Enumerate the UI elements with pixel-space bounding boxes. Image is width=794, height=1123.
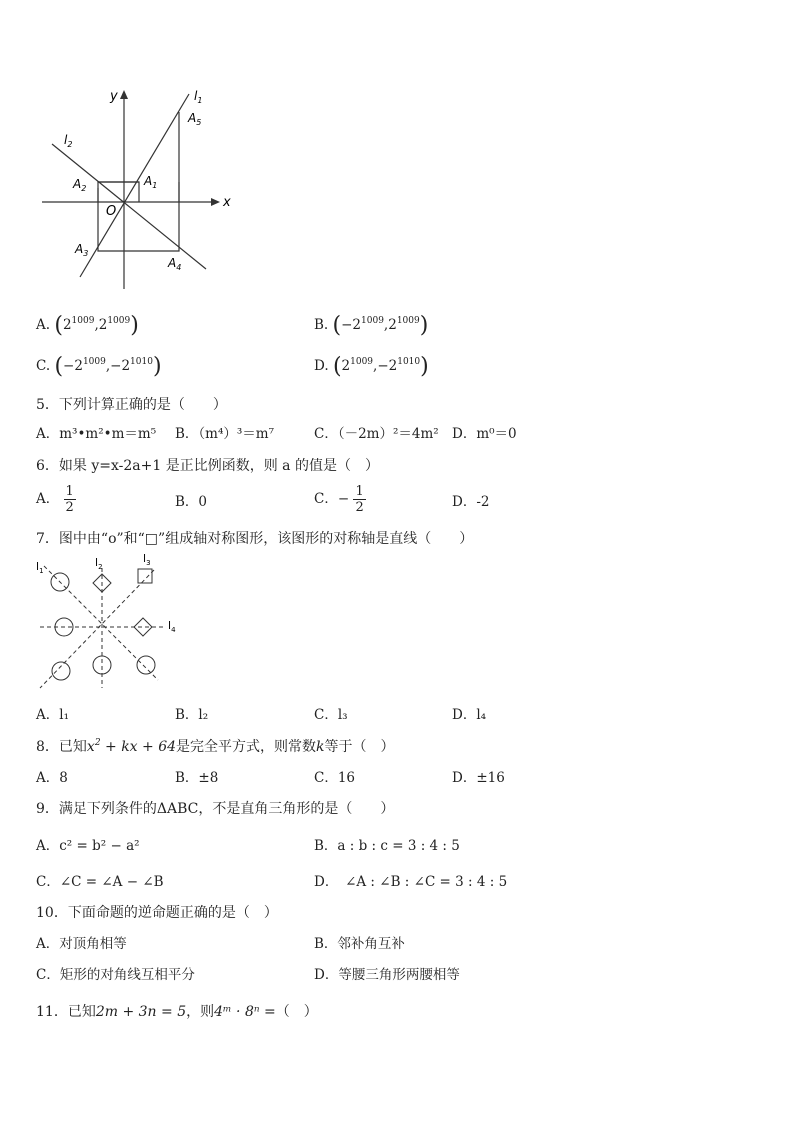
q6-option-a[interactable]: A． $\frac{1}{2}$ — [36, 484, 74, 515]
label-l1: $l_1$ — [36, 560, 44, 575]
label-a5: $A_5$ — [188, 111, 202, 127]
q10-stem: 10．下面命题的逆命题正确的是（ ） — [36, 905, 278, 921]
q4-option-b[interactable]: B. $(-2^{1009},2^{1009})$ — [314, 313, 429, 338]
diamond-icon — [134, 618, 152, 636]
q9-stem: 9．满足下列条件的ΔABC，不是直角三角形的是（ ） — [36, 801, 395, 817]
q9-option-d[interactable]: D． ∠A : ∠B : ∠C = 3 : 4 : 5 — [314, 874, 508, 890]
q4-option-c[interactable]: C. $(-2^{1009},-2^{1010})$ — [36, 354, 162, 379]
q6-option-d[interactable]: D．-2 — [452, 494, 490, 510]
q9-option-a[interactable]: A．c² = b² − a² — [36, 838, 140, 854]
label-l4: $l_4$ — [168, 619, 176, 634]
q9-option-c[interactable]: C．∠C = ∠A − ∠B — [36, 874, 164, 890]
label-l1: $l_1$ — [194, 89, 203, 105]
q8-option-d[interactable]: D．±16 — [452, 770, 505, 786]
coordinate-figure — [36, 84, 256, 294]
label-a4: $A_4$ — [168, 256, 182, 272]
circle-icon — [137, 656, 155, 674]
q6-stem: 6．如果 y=x-2a+1 是正比例函数，则 a 的值是（ ） — [36, 458, 379, 474]
label-l3: $l_3$ — [143, 552, 151, 567]
label-a3: $A_3$ — [75, 242, 89, 258]
q7-option-d[interactable]: D．l₄ — [452, 707, 487, 723]
fraction: $\frac{1}{2}$ — [355, 484, 364, 515]
fraction: $\frac{1}{2}$ — [65, 484, 74, 515]
line-l1 — [80, 94, 189, 277]
label-l2: $l_2$ — [64, 133, 73, 149]
q11-stem: 11．已知2m + 3n = 5，则4ᵐ · 8ⁿ =（ ） — [36, 1004, 318, 1020]
q4-option-d[interactable]: D. $(2^{1009},-2^{1010})$ — [314, 354, 429, 379]
circle-icon — [52, 662, 70, 680]
q4-option-a[interactable]: A. $(2^{1009},2^{1009})$ — [36, 313, 139, 338]
q6-option-b[interactable]: B．0 — [175, 494, 208, 510]
q8-option-c[interactable]: C．16 — [314, 770, 356, 786]
label-x: x — [223, 195, 231, 210]
y-axis-arrow — [120, 90, 128, 99]
q8-option-a[interactable]: A．8 — [36, 770, 68, 786]
q9-option-b[interactable]: B．a : b : c = 3 : 4 : 5 — [314, 838, 460, 854]
q5-option-d[interactable]: D．m⁰＝0 — [452, 426, 517, 442]
square-icon — [138, 569, 152, 583]
q7-option-c[interactable]: C．l₃ — [314, 707, 348, 723]
x-axis-arrow — [211, 198, 220, 206]
q10-option-c[interactable]: C．矩形的对角线互相平分 — [36, 967, 195, 983]
q7-option-a[interactable]: A．l₁ — [36, 707, 69, 723]
q10-option-b[interactable]: B．邻补角互补 — [314, 936, 405, 952]
q8-expression: $x^2$ + kx + 64 — [86, 738, 177, 755]
q5-stem: 5．下列计算正确的是（ ） — [36, 397, 227, 413]
symmetry-figure — [34, 552, 184, 694]
q7-option-b[interactable]: B．l₂ — [175, 707, 209, 723]
q7-stem: 7．图中由“o”和“□”组成轴对称图形，该图形的对称轴是直线（ ） — [36, 531, 474, 547]
label-y: y — [110, 89, 118, 104]
q10-option-d[interactable]: D．等腰三角形两腰相等 — [314, 967, 460, 983]
q5-option-c[interactable]: C．（－2m）²＝4m² — [314, 426, 439, 442]
q8-stem: 8．已知$x^2$ + kx + 64是完全平方式，则常数k等于（ ） — [36, 738, 395, 755]
q5-option-a[interactable]: A．m³•m²•m＝m⁵ — [36, 426, 157, 442]
circle-icon — [93, 656, 111, 674]
q10-option-a[interactable]: A．对顶角相等 — [36, 936, 127, 952]
label-a2: $A_2$ — [73, 177, 87, 193]
q5-option-b[interactable]: B．（m⁴）³＝m⁷ — [175, 426, 275, 442]
label-a1: $A_1$ — [144, 174, 158, 190]
label-l2: $l_2$ — [95, 556, 103, 571]
q6-option-c[interactable]: C．− $\frac{1}{2}$ — [314, 484, 364, 515]
q8-option-b[interactable]: B．±8 — [175, 770, 219, 786]
label-origin: O — [106, 204, 117, 219]
